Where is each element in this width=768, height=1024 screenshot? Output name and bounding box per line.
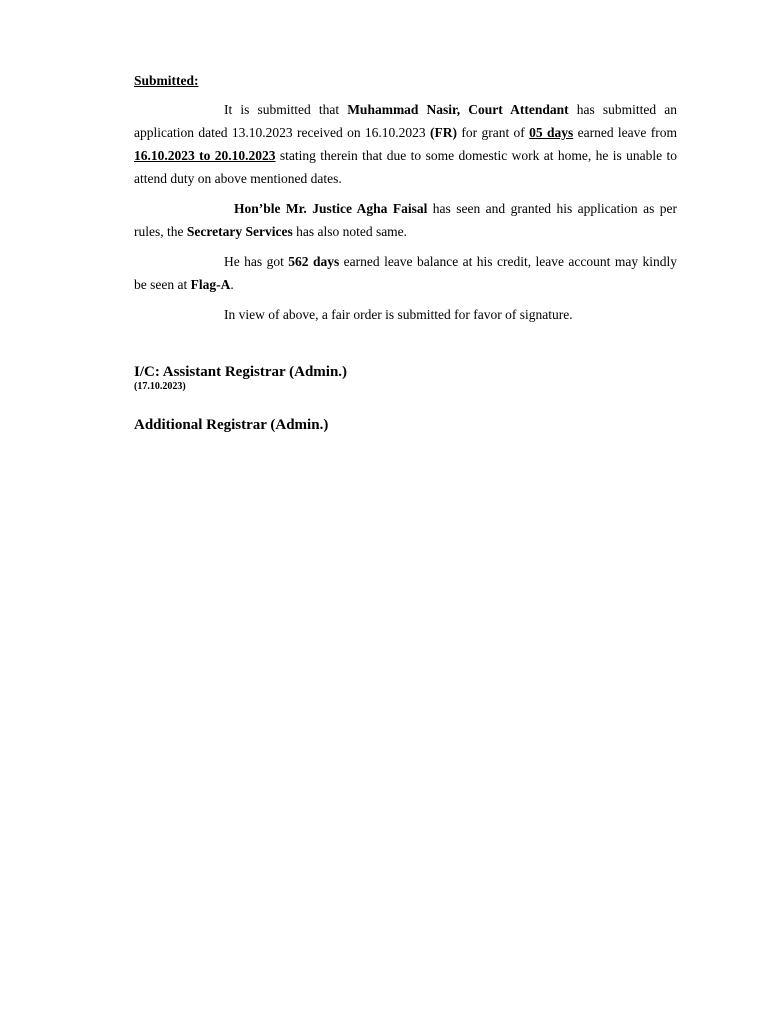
text-segment: . bbox=[230, 277, 234, 292]
paragraph-approval bbox=[134, 197, 677, 243]
additional-registrar-title: Additional Registrar (Admin.) bbox=[134, 417, 329, 433]
text-segment: In view of above, a fair order is submitted for favor of signature. bbox=[224, 307, 573, 322]
leave-balance: 562 days bbox=[288, 254, 340, 269]
text-segment: has seen and granted his application as per rules, the bbox=[134, 201, 678, 239]
flag-reference: Flag-A bbox=[190, 277, 231, 292]
text-segment: earned leave balance at his credit, leave account may kindly be seen at bbox=[134, 254, 677, 292]
text-segment: stating therein that due to some domestic work at home, he is unable to attend duty on above mentioned dates. bbox=[134, 148, 677, 186]
leave-dates: 16.10.2023 to 20.10.2023 bbox=[134, 148, 276, 163]
document-page bbox=[134, 71, 677, 434]
justice-name: Hon’ble Mr. Justice Agha Faisal bbox=[234, 201, 428, 216]
assistant-registrar-title: I/C: Assistant Registrar (Admin.) bbox=[134, 364, 348, 380]
paragraph-submission bbox=[134, 303, 677, 326]
text-segment: earned leave from bbox=[573, 125, 677, 140]
text-segment: for grant of bbox=[457, 125, 530, 140]
text-segment: has submitted an application dated 13.10.2023 received on 16.10.2023 bbox=[134, 102, 677, 140]
assistant-registrar-date: (17.10.2023) bbox=[134, 381, 186, 392]
leave-days: 05 days bbox=[529, 125, 574, 140]
employee-name: Muhammad Nasir, Court Attendant bbox=[347, 102, 569, 117]
text-segment: He has got bbox=[224, 254, 289, 269]
assistant-registrar-block bbox=[134, 364, 677, 393]
secretary-services: Secretary Services bbox=[186, 224, 293, 239]
text-segment: It is submitted that bbox=[224, 102, 348, 117]
paragraph-application bbox=[134, 98, 677, 190]
text-segment: has also noted same. bbox=[292, 224, 408, 239]
paragraph-balance bbox=[134, 250, 677, 296]
additional-registrar-block bbox=[134, 417, 677, 434]
fr-marker: (FR) bbox=[430, 125, 458, 140]
submitted-heading: Submitted: bbox=[134, 73, 199, 88]
